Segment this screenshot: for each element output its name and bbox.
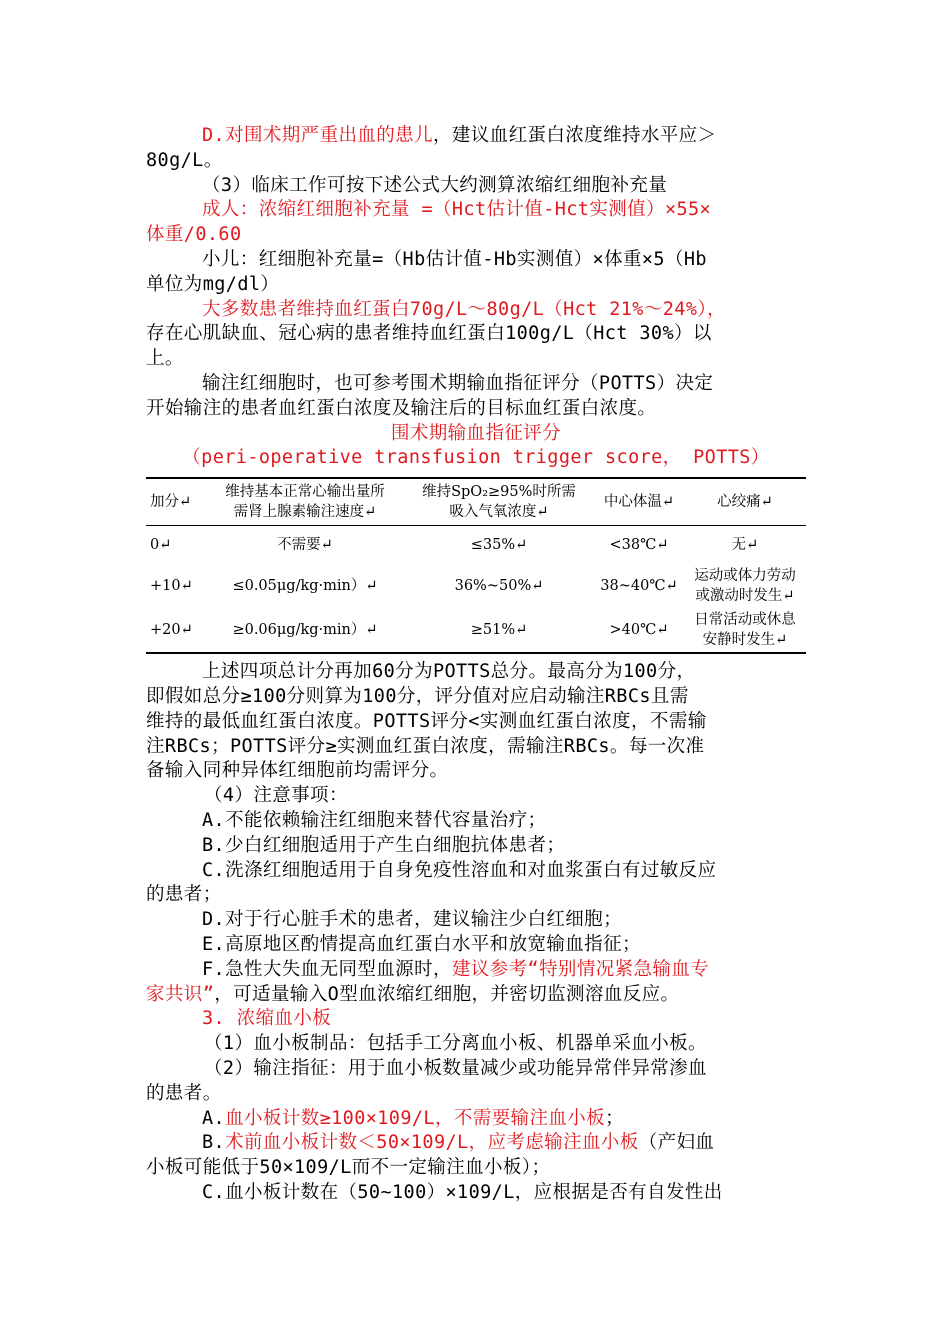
text-line: 开始输注的患者血红蛋白浓度及输注后的目标血红蛋白浓度。 <box>146 397 657 419</box>
table-row <box>146 526 806 565</box>
list-item <box>146 1107 806 1132</box>
cell-text: 安静时发生↵ <box>702 632 788 649</box>
text-line: 即假如总分≥100分则算为100分，评分值对应启动输注RBCs且需 <box>146 685 689 707</box>
section-3-heading: 3. 浓缩血小板 <box>202 1008 332 1030</box>
text-red: 建议参考“特别情况紧急输血专 <box>451 958 710 980</box>
text: F.急性大失血无同型血源时， <box>202 958 452 980</box>
potts-table <box>146 477 806 654</box>
cell-score: 0↵ <box>150 537 172 554</box>
header-epinephrine <box>206 478 404 526</box>
table-subtitle: （peri-operative transfusion trigger score， POTTS） <box>182 447 770 469</box>
cell-text: 日常活动或休息 <box>694 612 796 629</box>
cell-score: +10↵ <box>150 578 193 595</box>
cell-angina <box>684 608 806 653</box>
header-text: 吸入气氧浓度↵ <box>449 504 549 521</box>
header-text: 维持SpO₂≥95%时所需 <box>422 484 576 501</box>
list-item-cont: 的患者； <box>146 884 222 906</box>
cell-fio2: 36%~50%↵ <box>454 578 544 595</box>
text-line: 的患者。 <box>146 1082 222 1104</box>
text-line: 输注红细胞时，也可参考围术期输血指征评分（POTTS）决定 <box>202 372 714 394</box>
child-formula-line: 小儿：红细胞补充量=（Hb估计值-Hb实测值）×体重×5（Hb <box>202 248 707 270</box>
cell-epinephrine: 不需要↵ <box>277 537 333 554</box>
text-line: 80g/L。 <box>146 149 223 171</box>
text-line: 备输入同种异体红细胞前均需评分。 <box>146 760 449 782</box>
header-angina: 心绞痛↵ <box>717 494 773 511</box>
section-heading: （4）注意事项： <box>204 785 348 807</box>
table-header-row <box>146 478 806 526</box>
list-item: B.少白红细胞适用于产生白细胞抗体患者； <box>202 834 566 856</box>
cell-epinephrine: ≥0.06μg/kg·min）↵ <box>232 622 378 639</box>
cell-temperature: 38~40℃↵ <box>600 578 678 595</box>
text-red: 术前血小板计数＜50×109/L，应考虑输注血小板 <box>225 1132 639 1154</box>
list-item: D.对于行心脏手术的患者，建议输注少白红细胞； <box>202 909 622 931</box>
text-line: 存在心肌缺血、冠心病的患者维持血红蛋白100g/L（Hct 30%）以 <box>146 323 712 345</box>
header-text: 需肾上腺素输注速度↵ <box>233 504 377 521</box>
header-temperature: 中心体温↵ <box>603 494 675 511</box>
cell-epinephrine: ≤0.05μg/kg·min）↵ <box>232 578 378 595</box>
header-score: 加分↵ <box>150 494 192 511</box>
list-item-cont: 小板可能低于50×109/L而不一定输注血小板）； <box>146 1157 551 1179</box>
text-red: 家共识” <box>146 983 215 1005</box>
cell-text: 或激动时发生↵ <box>695 588 795 605</box>
table-row <box>146 564 806 608</box>
table-title: 围术期输血指征评分 <box>390 422 562 444</box>
text-line: 维持的最低血红蛋白浓度。POTTS评分<实测血红蛋白浓度，不需输 <box>146 710 707 732</box>
text-line: 注RBCs；POTTS评分≥实测血红蛋白浓度，需输注RBCs。每一次准 <box>146 735 705 757</box>
child-formula-line: 单位为mg/dl） <box>146 273 280 295</box>
text-line: （3）临床工作可按下述公式大约测算浓缩红细胞补充量 <box>202 174 668 196</box>
list-item <box>146 1131 806 1156</box>
list-item: A.不能依赖输注红细胞来替代容量治疗； <box>202 809 547 831</box>
text: ； <box>605 1107 624 1129</box>
hb-target-line: 大多数患者维持血红蛋白70g/L～80g/L（Hct 21%～24%）， <box>202 298 726 320</box>
text-line: 上。 <box>146 348 184 370</box>
text-line: （2）输注指征：用于血小板数量减少或功能异常伴异常渗血 <box>204 1057 707 1079</box>
text: B. <box>202 1132 226 1154</box>
list-item: C.洗涤红细胞适用于自身免疫性溶血和对血浆蛋白有过敏反应 <box>202 859 717 881</box>
text: （产妇血 <box>638 1132 715 1154</box>
text: ，可适量输入O型血浓缩红细胞，并密切监测溶血反应。 <box>214 983 680 1005</box>
text-red: D.对围术期严重出血的患儿 <box>202 125 433 146</box>
cell-temperature: >40℃↵ <box>609 622 669 639</box>
list-item-f <box>146 958 806 983</box>
list-item: C.血小板计数在（50~100）×109/L，应根据是否有自发性出 <box>202 1181 723 1203</box>
cell-score: +20↵ <box>150 622 193 639</box>
cell-text: 运动或体力劳动 <box>694 568 796 585</box>
text-line: （1）血小板制品：包括手工分离血小板、机器单采血小板。 <box>204 1033 707 1055</box>
header-text: 维持基本正常心输出量所 <box>225 484 385 501</box>
cell-fio2: ≤35%↵ <box>470 537 528 554</box>
list-item-cont <box>146 983 806 1008</box>
text-line: 上述四项总计分再加60分为POTTS总分。最高分为100分， <box>202 661 696 683</box>
document-page <box>146 124 806 1206</box>
table-row <box>146 608 806 653</box>
adult-formula-line: 体重/0.60 <box>146 224 242 246</box>
header-fio2 <box>404 478 594 526</box>
adult-formula-line: 成人：浓缩红细胞补充量 =（Hct估计值-Hct实测值）×55× <box>202 199 712 221</box>
text: ，建议血红蛋白浓度维持水平应＞ <box>432 125 717 146</box>
cell-angina: 无↵ <box>731 537 759 554</box>
text-red: 血小板计数≥100×109/L，不需要输注血小板 <box>225 1107 606 1129</box>
text: A. <box>202 1107 226 1129</box>
cell-fio2: ≥51%↵ <box>470 622 528 639</box>
cell-temperature: <38℃↵ <box>609 537 669 554</box>
list-item: E.高原地区酌情提高血红蛋白水平和放宽输血指征； <box>202 933 641 955</box>
cell-angina <box>684 564 806 608</box>
para-d-line <box>146 124 806 149</box>
